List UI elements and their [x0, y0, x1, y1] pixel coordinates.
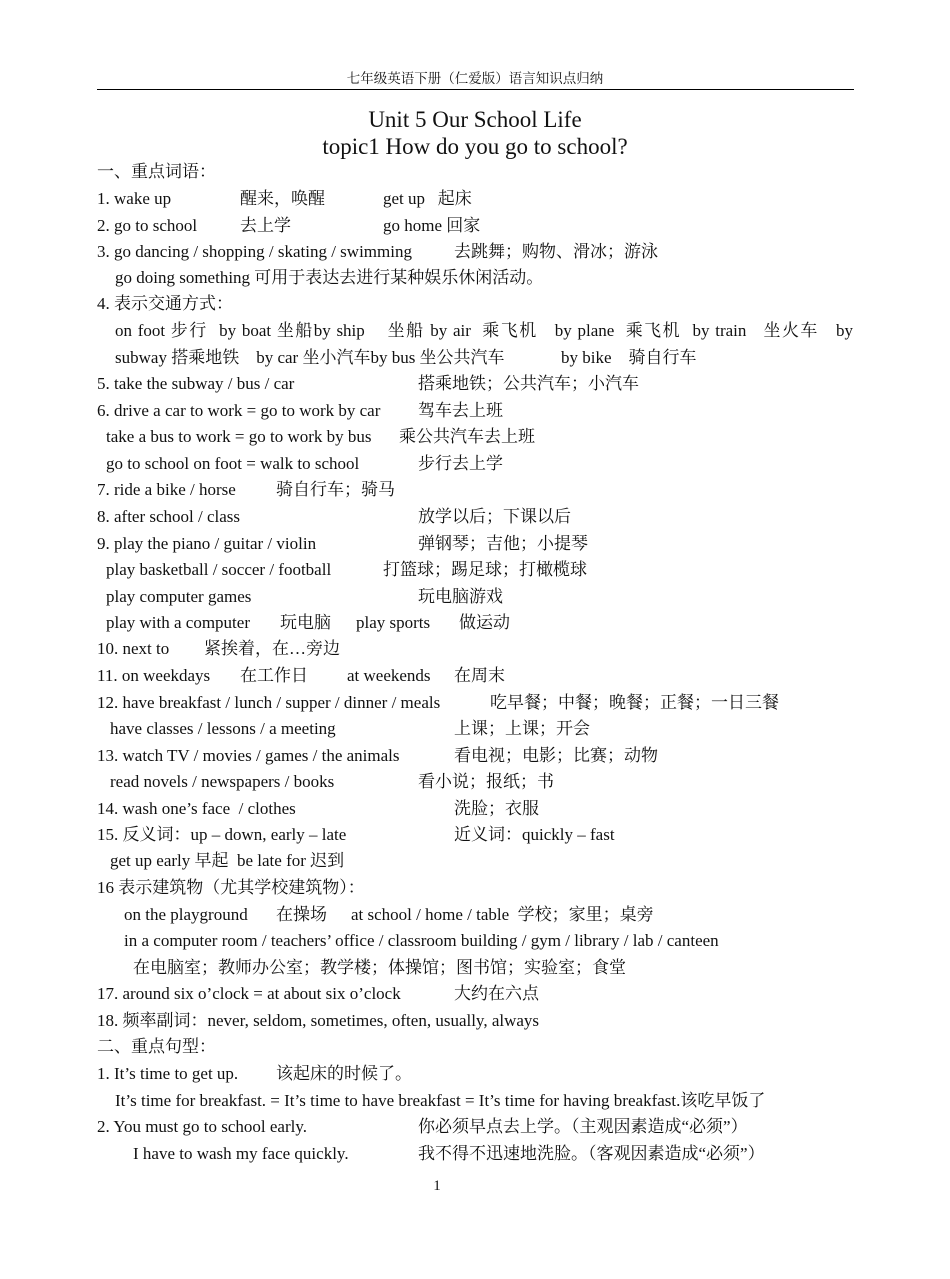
text-line	[97, 771, 857, 793]
text-line	[97, 479, 857, 501]
text-segment: 11. on weekdays	[97, 666, 211, 685]
text-segment: 15. 反义词：up – down, early – late	[97, 825, 347, 844]
text-segment: go home 回家	[383, 216, 481, 235]
text-segment: 4. 表示交通方式：	[97, 294, 233, 313]
text-segment: get up 起床	[383, 189, 472, 208]
text-segment: 弹钢琴；吉他；小提琴	[418, 534, 588, 553]
text-segment: It’s time for breakfast. = It’s time to have breakfast = It’s time for having breakfast.该吃早饭了	[115, 1091, 766, 1110]
text-segment: 看小说；报纸；书	[418, 772, 554, 791]
text-segment: 紧挨着，在…旁边	[204, 639, 340, 658]
text-line	[97, 824, 857, 846]
text-segment: go to school on foot = walk to school	[106, 454, 360, 473]
text-segment: 2. go to school	[97, 216, 198, 235]
text-segment: 13. watch TV / movies / games / the animals	[97, 746, 400, 765]
text-line	[97, 904, 857, 926]
text-segment: go doing something 可用于表达去进行某种娱乐休闲活动。	[115, 268, 544, 287]
unit-title: Unit 5 Our School Life	[368, 107, 582, 132]
text-segment: 14. wash one’s face / clothes	[97, 799, 296, 818]
text-segment: 骑自行车；骑马	[276, 480, 395, 499]
text-segment: 洗脸；衣服	[454, 799, 539, 818]
text-segment: 上课；上课；开会	[454, 719, 590, 738]
text-line	[97, 665, 857, 687]
text-segment: 看电视；电影；比赛；动物	[454, 746, 658, 765]
text-line	[97, 215, 857, 237]
text-segment: 驾车去上班	[418, 401, 503, 420]
text-line	[97, 850, 857, 872]
text-line	[97, 559, 857, 581]
text-segment: 5. take the subway / bus / car	[97, 374, 295, 393]
text-line	[97, 638, 857, 660]
text-segment: 搭乘地铁；公共汽车；小汽车	[418, 374, 639, 393]
text-line	[97, 612, 857, 634]
text-segment: 吃早餐；中餐；晚餐；正餐；一日三餐	[490, 693, 779, 712]
text-segment: 我不得不迅速地洗脸。（客观因素造成“必须”）	[418, 1144, 765, 1163]
text-segment: 乘公共汽车去上班	[399, 427, 535, 446]
text-line	[97, 320, 857, 342]
text-line	[97, 1090, 857, 1112]
text-segment: 去上学	[240, 216, 291, 235]
text-line	[97, 745, 857, 767]
text-line	[97, 188, 857, 210]
text-segment: by bike 骑自行车	[561, 348, 697, 367]
text-segment: subway 搭乘地铁 by car 坐小汽车by bus 坐公共汽车	[115, 348, 505, 367]
text-line	[97, 877, 857, 899]
text-line	[97, 373, 857, 395]
text-segment: 做运动	[459, 613, 510, 632]
text-segment: in a computer room / teachers’ office / classroom building / gym / library / lab / canteen	[124, 931, 719, 950]
text-segment: play with a computer	[106, 613, 250, 632]
text-segment: 在工作日	[240, 666, 308, 685]
text-segment: 17. around six o’clock = at about six o’clock	[97, 984, 401, 1003]
text-segment: play sports	[356, 613, 431, 632]
text-segment: 12. have breakfast / lunch / supper / dinner / meals	[97, 693, 441, 712]
topic-title: topic1 How do you go to school?	[322, 134, 628, 159]
text-line	[97, 930, 857, 952]
text-segment: on foot 步行 by boat 坐船by ship 坐船 by air 乘飞机 by plane 乘飞机 by train 坐火车 by	[115, 321, 853, 340]
text-line	[97, 798, 857, 820]
text-segment: 二、重点句型：	[97, 1037, 216, 1056]
text-segment: at school / home / table 学校；家里；桌旁	[351, 905, 654, 924]
text-segment: play basketball / soccer / football	[106, 560, 332, 579]
text-line	[97, 1143, 857, 1165]
page-number: 1	[433, 1178, 441, 1194]
text-segment: have classes / lessons / a meeting	[110, 719, 336, 738]
text-line	[97, 718, 857, 740]
text-line	[97, 241, 857, 263]
text-segment: 6. drive a car to work = go to work by car	[97, 401, 381, 420]
text-segment: 醒来，唤醒	[240, 189, 325, 208]
text-line	[97, 533, 857, 555]
text-segment: on the playground	[124, 905, 248, 924]
text-segment: 放学以后；下课以后	[418, 507, 571, 526]
text-segment: 在周末	[454, 666, 505, 685]
text-line	[97, 293, 857, 315]
text-segment: 步行去上学	[418, 454, 503, 473]
text-segment: 你必须早点去上学。（主观因素造成“必须”）	[418, 1117, 748, 1136]
text-segment: 7. ride a bike / horse	[97, 480, 236, 499]
text-segment: take a bus to work = go to work by bus	[106, 427, 372, 446]
text-segment: play computer games	[106, 587, 252, 606]
text-line	[97, 692, 857, 714]
text-line	[97, 1116, 857, 1138]
text-segment: 打篮球；踢足球；打橄榄球	[383, 560, 587, 579]
text-segment: I have to wash my face quickly.	[133, 1144, 349, 1163]
text-line	[97, 1063, 857, 1085]
text-segment: 玩电脑	[280, 613, 331, 632]
text-segment: 18. 频率副词：never, seldom, sometimes, often, usually, always	[97, 1011, 540, 1030]
text-line	[97, 1010, 857, 1032]
text-line	[97, 161, 857, 183]
text-segment: 近义词：quickly – fast	[454, 825, 615, 844]
text-segment: get up early 早起 be late for 迟到	[110, 851, 345, 870]
text-line	[97, 267, 857, 289]
text-segment: 2. You must go to school early.	[97, 1117, 307, 1136]
text-segment: 大约在六点	[454, 984, 539, 1003]
text-line	[97, 453, 857, 475]
text-segment: 1. wake up	[97, 189, 172, 208]
text-line	[97, 400, 857, 422]
text-segment: 1. It’s time to get up.	[97, 1064, 239, 1083]
text-line	[97, 426, 857, 448]
text-segment: at weekends	[347, 666, 431, 685]
text-segment: 3. go dancing / shopping / skating / swimming	[97, 242, 412, 261]
text-line	[97, 347, 857, 369]
text-segment: 一、重点词语：	[97, 162, 216, 181]
text-segment: read novels / newspapers / books	[110, 772, 335, 791]
text-segment: 8. after school / class	[97, 507, 241, 526]
text-segment: 该起床的时候了。	[276, 1064, 412, 1083]
text-segment: 9. play the piano / guitar / violin	[97, 534, 317, 553]
text-line	[97, 1036, 857, 1058]
text-segment: 在操场	[276, 905, 327, 924]
text-line	[97, 957, 857, 979]
text-line	[97, 586, 857, 608]
text-line	[97, 983, 857, 1005]
running-header: 七年级英语下册（仁爱版）语言知识点归纳	[346, 71, 604, 87]
text-segment: 10. next to	[97, 639, 170, 658]
text-segment: 在电脑室；教师办公室；教学楼；体操馆；图书馆；实验室；食堂	[133, 958, 626, 977]
header-rule	[97, 89, 854, 90]
text-segment: 玩电脑游戏	[418, 587, 503, 606]
text-line	[97, 506, 857, 528]
text-segment: 16 表示建筑物（尤其学校建筑物）：	[97, 878, 365, 897]
text-segment: 去跳舞；购物、滑冰；游泳	[454, 242, 658, 261]
